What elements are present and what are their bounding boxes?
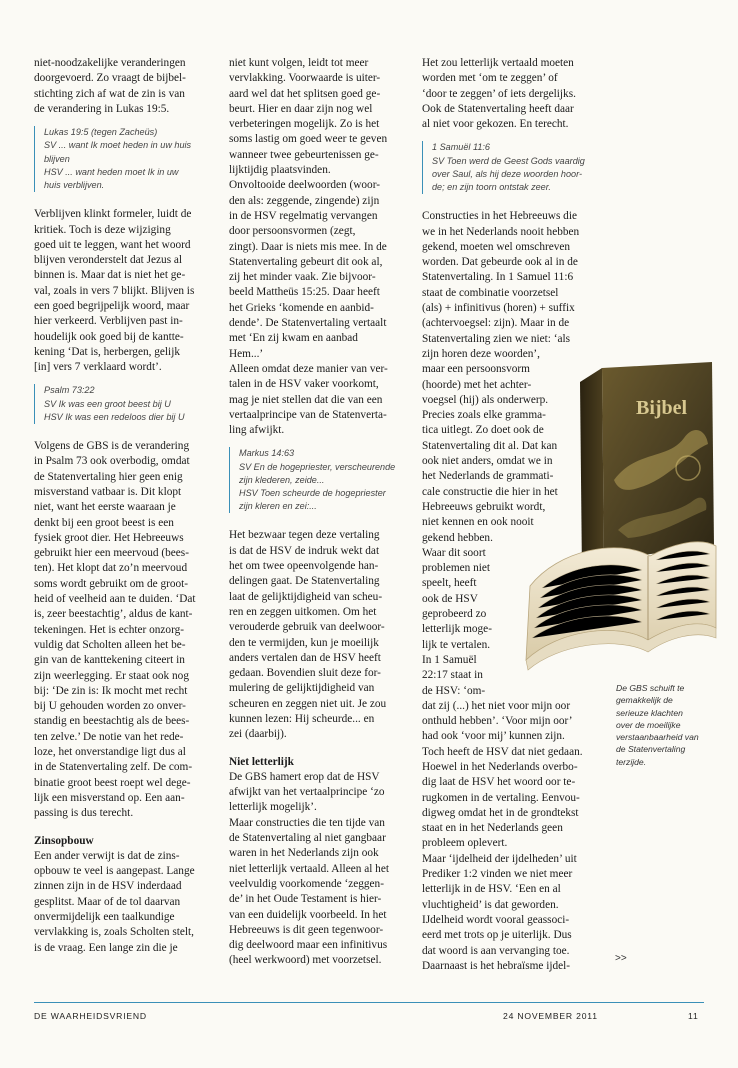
- text-line: Maar constructies die ten tijde van: [229, 816, 385, 829]
- text-line: niet kunt volgen, leidt tot meer: [229, 57, 369, 69]
- text-line: Statenvertaling gebeurt dit ook al,: [229, 255, 383, 268]
- text-line: Onvoltooide deelwoorden (woor-: [229, 179, 380, 192]
- text-line: is, zeer beestachtig’, aldus de kant-: [34, 608, 193, 621]
- caption-line: De GBS schuift te: [616, 683, 685, 693]
- text-line: heid of veelheid aan te duiden. ‘Dat: [34, 593, 196, 606]
- text-line: vervlakking is, zoals Scholten stelt,: [34, 926, 195, 939]
- text-line: In 1 Samuël: [422, 653, 477, 666]
- text-line: gekend hebben.: [422, 531, 493, 544]
- text-line: Alleen omdat deze manier van ver-: [229, 362, 388, 375]
- column-3: [422, 56, 607, 974]
- text-line: bij U gehouden worden zo onver-: [34, 700, 186, 713]
- text-line: aard wel dat het splitsen goed ge-: [229, 87, 381, 100]
- text-line: standig en beestachtig als de bees-: [34, 715, 190, 728]
- text-line: Hebreeuws gebruikt wordt,: [422, 500, 546, 513]
- paragraph: [34, 207, 214, 375]
- text-line: Het zou letterlijk vertaald moeten: [422, 57, 574, 69]
- text-line: ten). Het klopt dat zo’n meervoud: [34, 562, 188, 575]
- text-line: Prediker 1:2 vinden we niet meer: [422, 868, 573, 881]
- text-line: niet letterlijk vertaald. Alleen al het: [229, 862, 389, 875]
- paragraph: [422, 209, 607, 974]
- quote-line: zijn klederen, zeide...: [239, 474, 325, 485]
- text-line: ook de HSV: [422, 592, 478, 605]
- text-line: letterlijk moge-: [422, 623, 492, 636]
- text-line: tica uitlegt. Zo doet ook de: [422, 424, 544, 437]
- paragraph: [34, 849, 214, 956]
- text-line: mulering de gelijktijdigheid van: [229, 682, 375, 695]
- caption-line: serieuze klachten: [616, 707, 683, 718]
- text-line: in de HSV regelmatig vervangen: [229, 209, 378, 222]
- text-line: Ook de Statenvertaling heeft daar: [422, 102, 574, 115]
- footer-magazine-name: DE WAARHEIDSVRIEND: [34, 1011, 147, 1021]
- text-line: gebruikt hier een meervoud (bees-: [34, 547, 189, 560]
- caption-line: over de moeilijke: [616, 719, 681, 730]
- text-line: fysiek groot dier. Het Hebreeuws: [34, 531, 184, 544]
- book-cover-title: Bijbel: [636, 397, 688, 419]
- quote-line: SV ... want Ik moet heden in uw huis: [44, 140, 192, 151]
- text-line: hier verkeerd. Verblijven past in-: [34, 315, 183, 328]
- text-line: de Statenvertaling al niet gangbaar: [229, 832, 386, 845]
- text-line: afwijkt van het vertaalprincipe ‘zo: [229, 786, 385, 799]
- text-line: denkt bij een groot beest is een: [34, 516, 174, 529]
- text-line: vuldig dat Scholten alleen het be-: [34, 638, 186, 651]
- footer-date: 24 NOVEMBER 2011: [503, 1011, 598, 1021]
- text-line: (achtervoegsel: zijn). Maar in de: [422, 317, 570, 330]
- quote-reference: 1 Samuël 11:6: [432, 142, 490, 153]
- text-line: beeld Mattheüs 15:25. Daar heeft: [229, 286, 380, 299]
- text-line: kening ‘Dat is, herbergen, gelijk: [34, 345, 180, 358]
- text-line: rugkomen in de vertaling. Eenvou-: [422, 791, 580, 804]
- text-line: de HSV: ‘om-: [422, 684, 486, 697]
- text-line: we in het Nederlands nooit hebben: [422, 225, 580, 238]
- bible-quote-markus: [229, 447, 407, 513]
- paragraph: [34, 56, 214, 117]
- text-line: is de vraag. Een lange zin die je: [34, 941, 178, 954]
- text-line: in Psalm 73 ook overbodig, omdat: [34, 455, 190, 468]
- text-line: (hoorde) met het achter-: [422, 378, 532, 391]
- text-line: beurt. Hier en daar zijn nog wel: [229, 102, 373, 115]
- text-line: probleem oplevert.: [422, 837, 508, 850]
- text-line: Hoewel in het Nederlands overbo-: [422, 760, 578, 773]
- text-line: gin van de kanttekening citeert in: [34, 654, 185, 667]
- text-line: staat en in het Nederlands geen: [422, 822, 563, 835]
- text-line: Toch heeft de HSV dat niet gedaan.: [422, 745, 583, 758]
- text-line: vervlakking. Voorwaarde is uiter-: [229, 72, 381, 85]
- caption-line: terzijde.: [616, 756, 647, 767]
- text-line: al niet voor gekozen. En terecht.: [422, 118, 569, 131]
- text-line: talen in de HSV vaker voorkomt,: [229, 378, 379, 391]
- text-line: zij het minder vaak. Zie bijvoor-: [229, 271, 376, 284]
- text-line: Daarnaast is het hebraïsme ijdel-: [422, 959, 571, 972]
- quote-reference: Psalm 73:22: [44, 385, 95, 396]
- text-line: maar een persoonsvorm: [422, 363, 530, 376]
- text-line: eerd met trots op je uiterlijk. Dus: [422, 929, 572, 942]
- text-line: Waar dit soort: [422, 546, 486, 559]
- quote-line: SV En de hogepriester, verscheurende: [239, 461, 396, 472]
- text-line: verbeteringen mogelijk. Zo is het: [229, 118, 380, 131]
- text-line: houdelijk ook goed bij de kantte-: [34, 330, 184, 343]
- column-1: [34, 56, 214, 956]
- quote-line: HSV Ik was een redeloos dier bij U: [44, 411, 185, 422]
- quote-line: over Saul, als hij deze woorden hoor-: [432, 168, 582, 179]
- text-line: geprobeerd zo: [422, 608, 487, 621]
- text-line: staat de combinatie voorzetsel: [422, 286, 559, 299]
- text-line: van een duidelijk voorbeeld. In het: [229, 908, 387, 921]
- text-line: niet kennen en ook nooit: [422, 516, 534, 529]
- text-line: lijktijdig plaatsvinden.: [229, 164, 331, 177]
- text-line: stichting zich af wat de zin is van: [34, 87, 185, 100]
- text-line: dig laat de HSV het woord oor te-: [422, 776, 576, 789]
- text-line: door persoonsvormen (zegt,: [229, 225, 356, 238]
- quote-line: blijven: [44, 153, 70, 164]
- text-line: problemen niet: [422, 562, 491, 575]
- text-line: het om twee opeenvolgende han-: [229, 560, 379, 573]
- text-line: val, zoals in vers 7 blijkt. Blijven is: [34, 284, 195, 297]
- text-line: misverstand vatbaar is. Dit klopt: [34, 485, 182, 498]
- bible-quote-lukas: [34, 126, 214, 192]
- text-line: De GBS hamert erop dat de HSV: [229, 770, 380, 783]
- text-line: met ‘En zij kwam en aanbad: [229, 332, 358, 345]
- text-line: ren en zeggen uitkomen. Om het: [229, 605, 377, 618]
- text-line: lijk te vertalen.: [422, 638, 491, 651]
- text-line: letterlijk mogelijk’.: [229, 801, 317, 814]
- text-line: Statenvertaling. In 1 Samuel 11:6: [422, 271, 574, 284]
- text-line: zijn horen deze woorden’,: [422, 347, 540, 360]
- text-line: verouderde gebruik van deelwoor-: [229, 621, 385, 634]
- text-line: niet, want het eerste waaraan je: [34, 501, 176, 514]
- text-line: zingt). Daar is niets mis mee. In de: [229, 240, 387, 253]
- text-line: ling afwijkt.: [229, 424, 285, 437]
- caption-line: verstaanbaarheid van: [616, 732, 699, 743]
- page-number: 11: [688, 1011, 699, 1021]
- text-line: niet-noodzakelijke veranderingen: [34, 57, 186, 69]
- quote-reference: Lukas 19:5 (tegen Zacheüs): [44, 127, 158, 138]
- text-line: anders vertalen dan de HSV heeft: [229, 651, 381, 664]
- text-line: ten zelve.’ De notie van het rede-: [34, 730, 184, 743]
- text-line: soms wordt gebruikt om de groot-: [34, 577, 189, 590]
- text-line: de’ in het Oude Testament is hier-: [229, 893, 382, 906]
- text-line: loze, het onverstandige ligt dus al: [34, 746, 186, 759]
- quote-line: SV Ik was een groot beest bij U: [44, 398, 171, 409]
- photo-caption: [616, 682, 716, 768]
- quote-reference: Markus 14:63: [239, 448, 295, 459]
- text-line: gekend, moeten wel omschreven: [422, 240, 571, 253]
- text-line: een goed begrijpelijk woord, maar: [34, 299, 190, 312]
- text-line: Maar ‘ijdelheid der ijdelheden’ uit: [422, 852, 577, 865]
- text-line: doorgevoerd. Zo vraagt de bijbel-: [34, 72, 186, 85]
- text-line: speelt, heeft: [422, 577, 477, 590]
- bible-quote-psalm: [34, 384, 214, 424]
- text-line: goed uit te leggen, want het woord: [34, 238, 191, 251]
- caption-line: de Statenvertaling: [616, 744, 686, 755]
- text-line: Hem...’: [229, 347, 264, 360]
- text-line: blijven veronderstelt dat Jezus al: [34, 254, 183, 267]
- column-2: [229, 56, 407, 969]
- text-line: passing is dus terecht.: [34, 807, 134, 820]
- text-line: opbouw te veel is aangepast. Lange: [34, 865, 195, 878]
- section-heading-zinsopbouw: Zinsopbouw: [34, 834, 94, 847]
- text-line: scheuren en zeggen niet uit. Je zou: [229, 697, 387, 710]
- text-line: binatie groot beest roept wel dege-: [34, 776, 191, 789]
- text-line: wanneer twee gebeurtenissen ge-: [229, 148, 379, 161]
- text-line: den te vermijden, kun je moeilijk: [229, 636, 379, 649]
- text-line: het Grieks ‘komende en aanbid-: [229, 301, 374, 314]
- quote-line: HSV Toen scheurde de hogepriester: [239, 488, 386, 499]
- text-line: vertaalprincipe van de Statenverta-: [229, 408, 387, 421]
- quote-line: de; en zijn toorn ontstak zeer.: [432, 182, 551, 193]
- text-line: laat de gelijktijdigheid van scheu-: [229, 590, 383, 603]
- caption-line: gemakkelijk de: [616, 695, 673, 706]
- text-line: Een ander verwijt is dat de zins-: [34, 849, 180, 862]
- text-line: dat zij (...) het niet voor mijn oor: [422, 699, 571, 712]
- text-line: in de Statenvertaling zelf. De com-: [34, 761, 193, 774]
- text-line: (als) + infinitivus (horen) + suffix: [422, 302, 575, 315]
- quote-line: HSV ... want heden moet Ik in uw: [44, 166, 179, 177]
- text-line: kritiek. Toch is deze wijziging: [34, 223, 171, 236]
- text-line: delingen gaat. De Statenvertaling: [229, 575, 380, 588]
- paragraph: [229, 56, 407, 438]
- text-line: onvermijdelijk een taalkundige: [34, 910, 175, 923]
- text-line: digweg omdat het in de grondtekst: [422, 806, 579, 819]
- text-line: voegsel (hij) als onderwerp.: [422, 393, 549, 406]
- text-line: den als: zeggende, zingende) zijn: [229, 194, 380, 207]
- text-line: Statenvertaling dit al. Dat kan: [422, 439, 558, 452]
- text-line: ook niet anders, omdat we in: [422, 455, 553, 468]
- text-line: dende’. De Statenvertaling vertaalt: [229, 317, 387, 330]
- bible-quote-samuel: [422, 141, 607, 194]
- text-line: Constructies in het Hebreeuws die: [422, 210, 577, 223]
- section-heading-niet-letterlijk: Niet letterlijk: [229, 755, 294, 768]
- footer-divider: [34, 1002, 704, 1003]
- text-line: veelvuldig voorkomende ‘zeggen-: [229, 877, 384, 890]
- text-line: gesplitst. Maar of de tol daarvan: [34, 895, 181, 908]
- paragraph: [229, 528, 407, 742]
- text-line: kunnen lezen: Hij scheurde... en: [229, 713, 375, 725]
- text-line: waren in het Nederlands zijn ook: [229, 847, 379, 860]
- text-line: Statenvertaling zien we niet: ‘als: [422, 332, 571, 345]
- text-line: mag je niet stellen dat die van een: [229, 393, 383, 406]
- quote-line: SV Toen werd de Geest Gods vaardig: [432, 155, 585, 166]
- quote-line: zijn kleren en zei:...: [239, 501, 317, 512]
- text-line: Volgens de GBS is de verandering: [34, 440, 190, 453]
- text-line: onthuld hebben’. ‘Voor mijn oor’: [422, 715, 573, 728]
- text-line: vluchtigheid’ is dat geworden.: [422, 898, 559, 911]
- text-line: (heel werkwoord) met voorzetsel.: [229, 954, 382, 967]
- paragraph: [422, 56, 607, 132]
- text-line: is dat de HSV de indruk wekt dat: [229, 544, 380, 557]
- paragraph: [34, 439, 214, 821]
- text-line: de Statenvertaling hier geen enig: [34, 470, 183, 483]
- text-line: letterlijk in de HSV. ‘Een en al: [422, 883, 561, 896]
- text-line: lijk een misverstand op. Een aan-: [34, 791, 185, 804]
- continue-marker: >>: [615, 953, 627, 964]
- text-line: cale constructie die hier in het: [422, 485, 558, 498]
- text-line: soms lastig om goed weer te geven: [229, 133, 388, 146]
- text-line: zijn weerlegging. Er staat ook nog: [34, 669, 189, 682]
- text-line: de verandering in Lukas 19:5.: [34, 102, 170, 115]
- text-line: zinnen zijn in de HSV inderdaad: [34, 880, 182, 893]
- text-line: ‘door te zeggen’ of iets dergelijks.: [422, 87, 576, 100]
- text-line: tekeningen. Het is echter onzorg-: [34, 623, 185, 636]
- text-line: dig deelwoord maar een infinitivus: [229, 939, 388, 952]
- text-line: 22:17 staat in: [422, 669, 483, 682]
- paragraph: [229, 770, 407, 969]
- text-line: Het bezwaar tegen deze vertaling: [229, 529, 380, 542]
- text-line: [in] vers 7 verklaard wordt’.: [34, 361, 162, 374]
- text-line: had ook ‘voor mij’ kunnen zijn.: [422, 730, 565, 743]
- text-line: Precies zoals elke gramma-: [422, 409, 546, 422]
- text-line: IJdelheid wordt vooral geassoci-: [422, 913, 570, 926]
- text-line: bij: ‘De zin is: Ik mocht met recht: [34, 684, 188, 697]
- text-line: worden met ‘om te zeggen’ of: [422, 72, 558, 85]
- text-line: dat woord is aan vervanging toe.: [422, 944, 570, 957]
- text-line: gedaan. Bovendien sluit deze for-: [229, 667, 381, 680]
- text-line: het Nederlands de grammati-: [422, 470, 554, 483]
- text-line: zei (daarbij).: [229, 728, 287, 741]
- quote-line: huis verblijven.: [44, 180, 105, 190]
- text-line: binnen is. Maar dat is niet het ge-: [34, 269, 186, 282]
- text-line: Hebreeuws is dit geen tegenwoor-: [229, 923, 384, 936]
- text-line: Verblijven klinkt formeler, luidt de: [34, 208, 192, 221]
- text-line: worden. Dat gebeurde ook al in de: [422, 256, 578, 269]
